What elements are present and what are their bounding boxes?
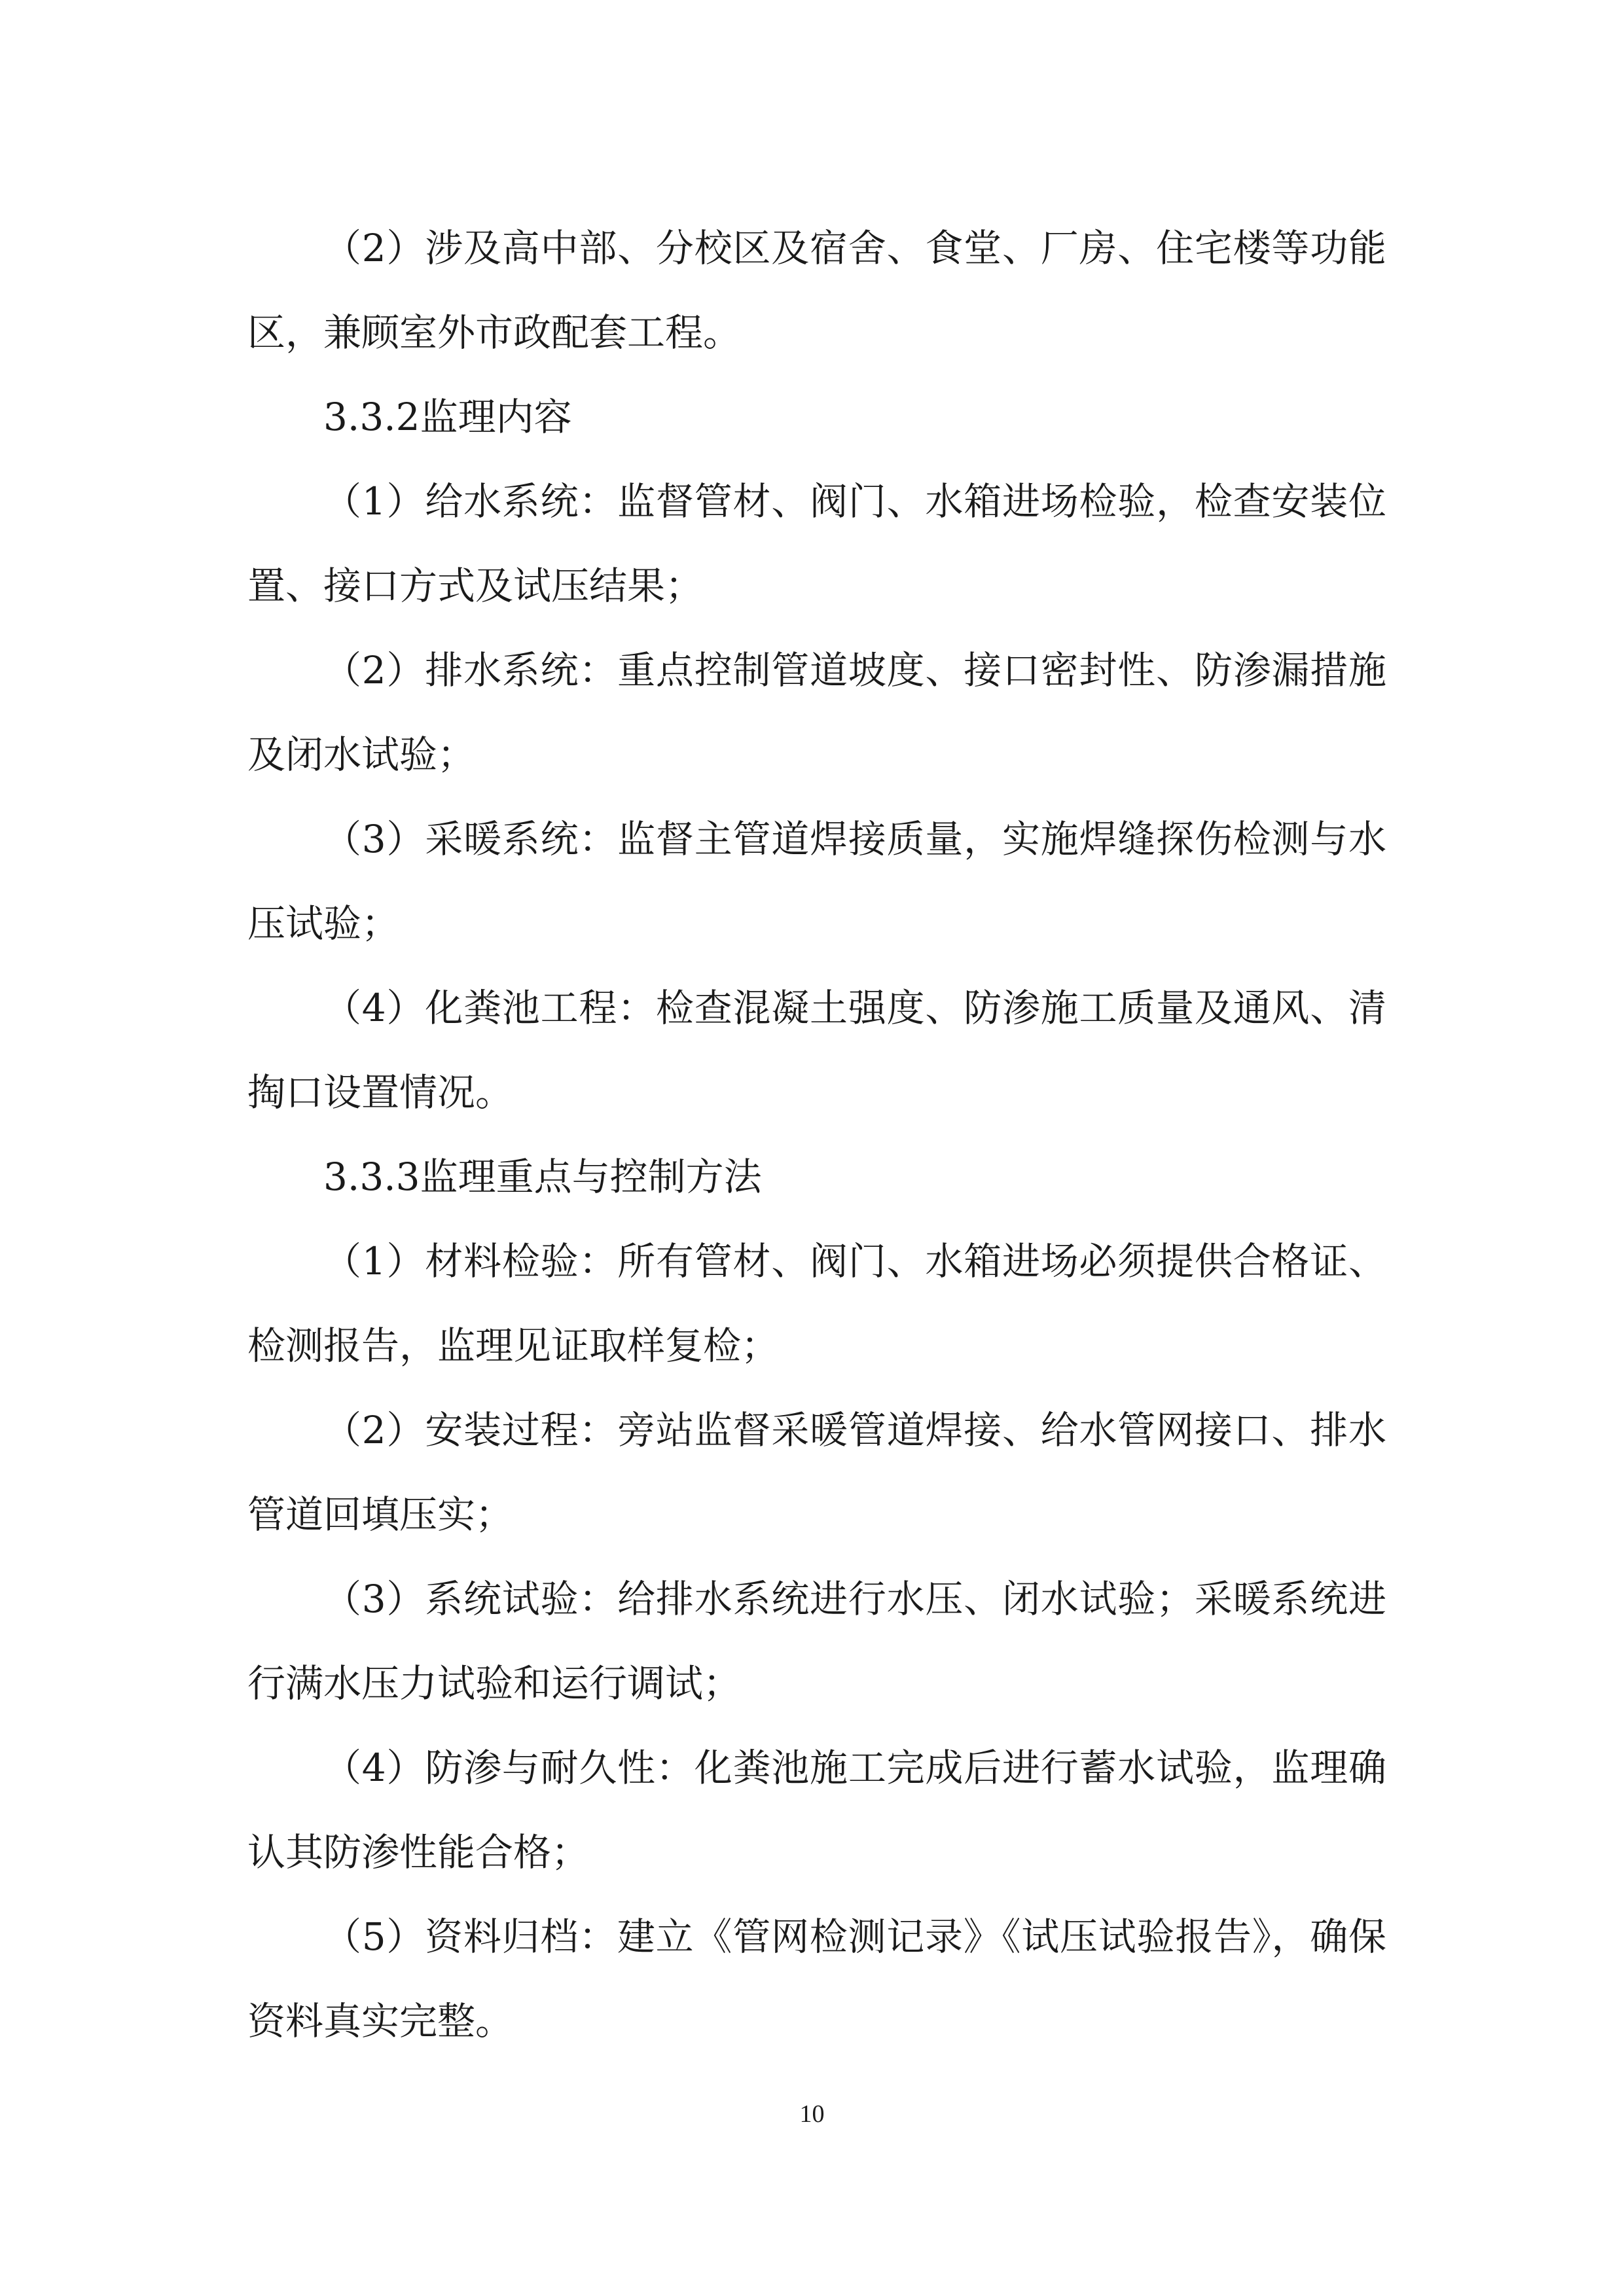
paragraph-material-inspection: （1）材料检验：所有管材、阀门、水箱进场必须提供合格证、检测报告，监理见证取样复检； [247,1239,1386,1368]
paragraph-seepage-durability: （4）防渗与耐久性：化粪池施工完成后进行蓄水试验，监理确认其防渗性能合格； [247,1746,1386,1874]
section-heading-3-3-3: 3.3.3监理重点与控制方法 [323,1155,762,1199]
paragraph-scope-2: （2）涉及高中部、分校区及宿舍、食堂、厂房、住宅楼等功能区，兼顾室外市政配套工程。 [247,226,1386,355]
page-number: 10 [799,2100,825,2128]
paragraph-installation-process: （2）安装过程：旁站监督采暖管道焊接、给水管网接口、排水管道回填压实； [247,1408,1386,1537]
paragraph-system-testing: （3）系统试验：给排水系统进行水压、闭水试验；采暖系统进行满水压力试验和运行调试； [247,1577,1386,1706]
paragraph-water-supply: （1）给水系统：监督管材、阀门、水箱进场检验，检查安装位置、接口方式及试压结果； [247,479,1386,608]
paragraph-records-archiving: （5）资料归档：建立《管网检测记录》《试压试验报告》，确保资料真实完整。 [247,1914,1386,2043]
paragraph-septic-tank: （4）化粪池工程：检查混凝土强度、防渗施工质量及通风、清掏口设置情况。 [247,986,1386,1115]
section-heading-3-3-2: 3.3.2监理内容 [323,395,572,439]
paragraph-drainage: （2）排水系统：重点控制管道坡度、接口密封性、防渗漏措施及闭水试验； [247,648,1386,777]
paragraph-heating: （3）采暖系统：监督主管道焊接质量，实施焊缝探伤检测与水压试验； [247,817,1386,946]
page-body [247,206,1386,2064]
